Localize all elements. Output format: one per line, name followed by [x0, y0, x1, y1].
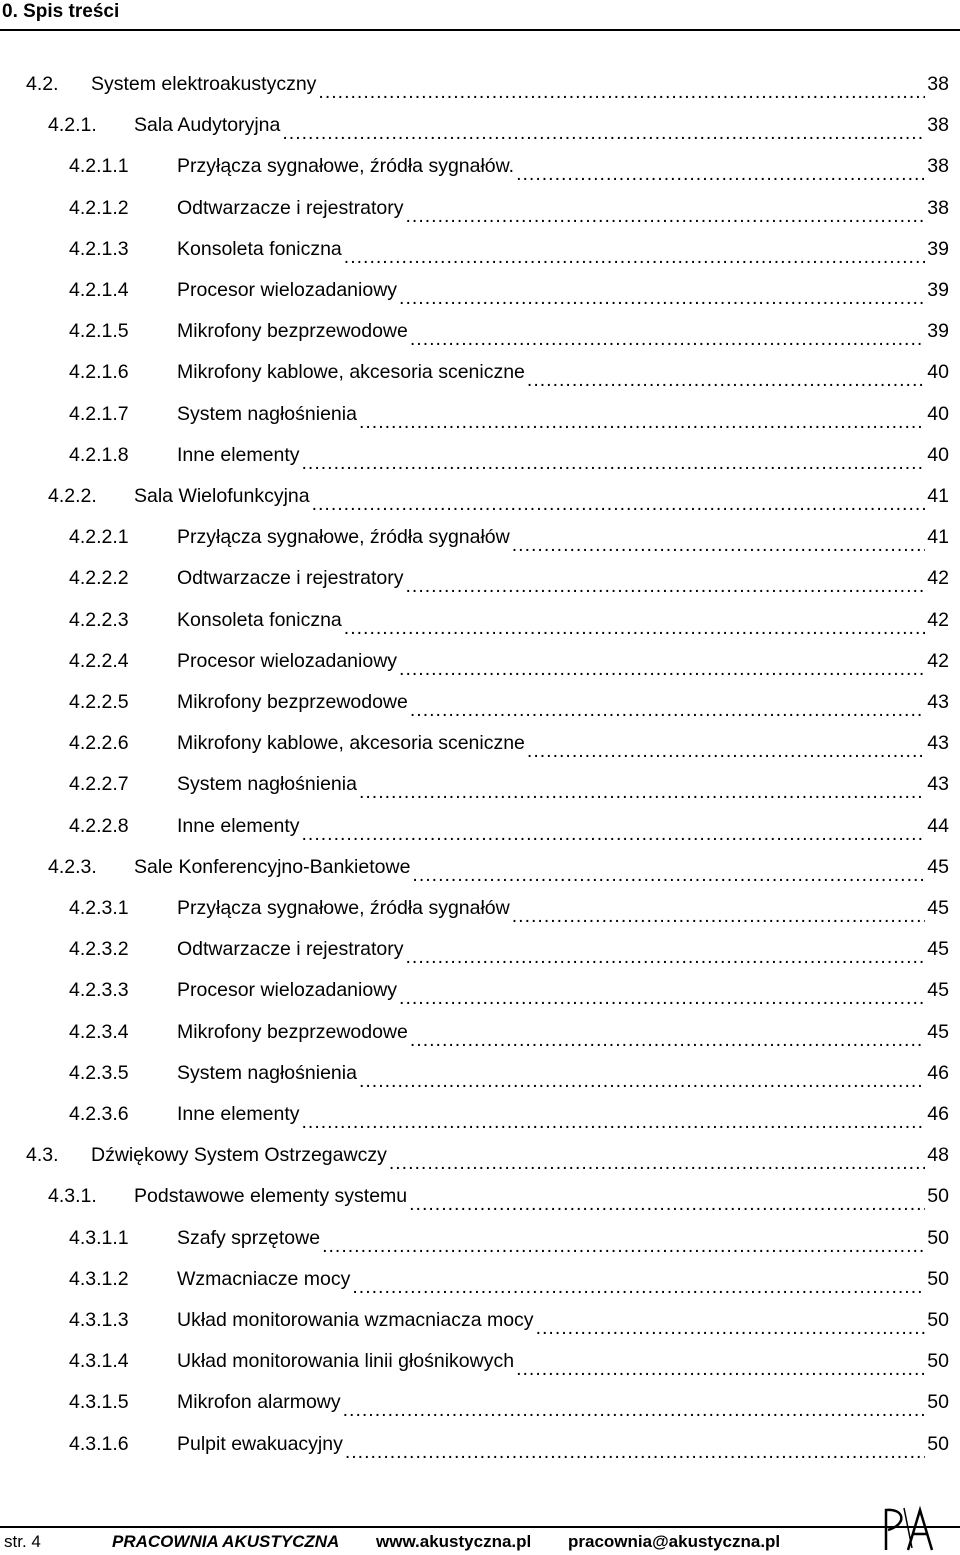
- toc-entry[interactable]: [69, 764, 949, 805]
- toc-entry-title: Konsoleta foniczna: [177, 608, 342, 631]
- toc-dot-leader: [410, 697, 925, 723]
- toc-entry-page: 40: [927, 443, 949, 466]
- toc-entry-title: Inne elementy: [177, 814, 300, 837]
- toc-entry-number: 4.2.: [26, 73, 59, 95]
- toc-dot-leader: [399, 285, 925, 311]
- toc-entry-page: 38: [927, 196, 949, 219]
- toc-entry[interactable]: [69, 1012, 949, 1053]
- toc-entry-number: 4.2.3.4: [69, 1020, 129, 1043]
- toc-entry-title: Odtwarzacze i rejestratory: [177, 938, 404, 961]
- toc-entry-page: 41: [927, 526, 949, 549]
- toc-entry-page: 50: [927, 1391, 949, 1414]
- toc-entry-number: 4.2.3.1: [69, 897, 129, 919]
- toc-entry-page: 38: [927, 114, 949, 137]
- toc-entry-number: 4.2.2.: [48, 485, 97, 507]
- toc-entry-page: 43: [927, 773, 949, 796]
- toc-dot-leader: [512, 903, 926, 929]
- toc-entry[interactable]: [69, 1053, 949, 1094]
- toc-entry-number: 4.3.1.5: [69, 1391, 129, 1414]
- toc-entry-page: 50: [927, 1350, 949, 1373]
- toc-entry-title: Mikrofony bezprzewodowe: [177, 320, 408, 343]
- toc-dot-leader: [512, 532, 926, 558]
- toc-entry[interactable]: [69, 517, 949, 558]
- footer-email-link[interactable]: pracownia@akustyczna.pl: [568, 1532, 781, 1551]
- toc-dot-leader: [343, 1397, 926, 1423]
- toc-entry-title: Mikrofon alarmowy: [177, 1391, 341, 1414]
- toc-entry-number: 4.2.1.7: [69, 402, 129, 425]
- toc-entry-number: 4.3.1.2: [69, 1267, 129, 1290]
- toc-entry-page: 38: [927, 155, 949, 178]
- toc-entry-title: Wzmacniacze mocy: [177, 1267, 351, 1290]
- toc-entry-page: 50: [927, 1432, 949, 1455]
- toc-entry-number: 4.2.1.5: [69, 320, 129, 343]
- toc-entry-page: 46: [927, 1103, 949, 1125]
- toc-entry-page: 50: [927, 1267, 949, 1290]
- toc-dot-leader: [322, 1233, 925, 1259]
- toc-entry-page: 42: [927, 567, 949, 590]
- toc-entry-title: Sale Konferencyjno-Bankietowe: [134, 855, 411, 878]
- toc-entry-page: 39: [927, 320, 949, 343]
- toc-entry-number: 4.3.1.3: [69, 1309, 129, 1331]
- toc-entry-number: 4.2.1.1: [69, 155, 129, 178]
- toc-entry-number: 4.3.1.6: [69, 1432, 129, 1455]
- toc-entry-number: 4.2.3.6: [69, 1103, 129, 1125]
- toc-entry-title: Mikrofony kablowe, akcesoria sceniczne: [177, 361, 525, 384]
- toc-entry-page: 50: [927, 1185, 949, 1208]
- toc-entry-page: 45: [927, 855, 949, 878]
- toc-entry[interactable]: [69, 394, 949, 435]
- footer-company-name: PRACOWNIA AKUSTYCZNA: [112, 1532, 340, 1551]
- toc-entry-title: System nagłośnienia: [177, 402, 357, 425]
- toc-dot-leader: [536, 1315, 926, 1341]
- toc-dot-leader: [527, 738, 925, 764]
- toc-dot-leader: [359, 779, 925, 805]
- toc-entry-number: 4.2.2.5: [69, 691, 129, 713]
- toc-entry-number: 4.2.2.2: [69, 567, 129, 590]
- toc-dot-leader: [282, 120, 925, 146]
- toc-entry[interactable]: [69, 352, 949, 393]
- toc-entry-number: 4.2.3.: [48, 855, 97, 878]
- toc-entry-title: Dźwiękowy System Ostrzegawczy: [91, 1144, 387, 1167]
- toc-dot-leader: [406, 203, 926, 229]
- toc-entry-number: 4.2.3.2: [69, 938, 129, 961]
- toc-entry-number: 4.2.1.4: [69, 279, 129, 301]
- toc-dot-leader: [344, 244, 926, 270]
- toc-entry[interactable]: [69, 435, 949, 476]
- toc-entry-title: Procesor wielozadaniowy: [177, 279, 398, 301]
- toc-entry-page: 45: [927, 938, 949, 961]
- toc-entry-number: 4.3.1.1: [69, 1226, 129, 1249]
- toc-entry-number: 4.2.2.3: [69, 608, 129, 631]
- toc-entry-title: System nagłośnienia: [177, 1061, 357, 1084]
- toc-entry-title: Inne elementy: [177, 1103, 300, 1125]
- toc-dot-leader: [359, 1068, 925, 1094]
- toc-dot-leader: [389, 1150, 925, 1176]
- toc-dot-leader: [516, 161, 925, 187]
- toc-entry-page: 40: [927, 361, 949, 384]
- toc-entry-number: 4.3.1.: [48, 1185, 97, 1208]
- toc-entry-number: 4.2.3.3: [69, 979, 129, 1002]
- toc-entry-page: 50: [927, 1226, 949, 1249]
- toc-entry[interactable]: [69, 806, 949, 847]
- toc-entry[interactable]: [69, 270, 949, 311]
- toc-entry-title: Układ monitorowania wzmacniacza mocy: [177, 1309, 534, 1331]
- toc-entry[interactable]: [48, 1176, 949, 1217]
- toc-entry[interactable]: [69, 929, 949, 970]
- company-logo: [878, 1502, 940, 1554]
- toc-entry-number: 4.2.2.6: [69, 732, 129, 755]
- toc-entry-title: Pulpit ewakuacyjny: [177, 1432, 343, 1455]
- toc-entry[interactable]: [69, 1300, 949, 1341]
- toc-entry-title: Przyłącza sygnałowe, źródła sygnałów: [177, 897, 510, 919]
- toc-entry-page: 48: [927, 1144, 949, 1167]
- toc-entry-number: 4.2.2.4: [69, 649, 129, 672]
- toc-entry[interactable]: [26, 1135, 949, 1176]
- toc-entry-number: 4.2.3.5: [69, 1061, 129, 1084]
- toc-entry-title: Inne elementy: [177, 443, 300, 466]
- toc-entry-number: 4.2.2.8: [69, 814, 129, 837]
- toc-entry-number: 4.2.1.3: [69, 237, 129, 260]
- toc-dot-leader: [318, 79, 925, 105]
- toc-entry-number: 4.2.1.: [48, 114, 97, 137]
- toc-entry-title: Odtwarzacze i rejestratory: [177, 567, 404, 590]
- toc-entry[interactable]: [69, 970, 949, 1011]
- toc-entry[interactable]: [48, 476, 949, 517]
- toc-entry[interactable]: [69, 1341, 949, 1382]
- toc-entry-title: Sala Wielofunkcyjna: [134, 485, 310, 507]
- toc-entry-title: Układ monitorowania linii głośnikowych: [177, 1350, 515, 1373]
- toc-entry-page: 41: [927, 485, 949, 507]
- toc-entry-number: 4.2.2.1: [69, 526, 129, 549]
- toc-entry-title: Mikrofony kablowe, akcesoria sceniczne: [177, 732, 525, 755]
- toc-entry-page: 46: [927, 1061, 949, 1084]
- toc-entry-page: 38: [927, 73, 949, 95]
- toc-entry-number: 4.2.2.7: [69, 773, 129, 796]
- toc-entry-page: 44: [927, 814, 949, 837]
- toc-entry-number: 4.3.1.4: [69, 1350, 129, 1373]
- toc-entry-title: Szafy sprzętowe: [177, 1226, 321, 1249]
- toc-dot-leader: [406, 944, 926, 970]
- toc-entry[interactable]: [69, 1424, 949, 1465]
- footer-website-link[interactable]: www.akustyczna.pl: [376, 1532, 532, 1551]
- toc-entry-number: 4.2.1.6: [69, 361, 129, 384]
- toc-entry-page: 39: [927, 237, 949, 260]
- toc-entry[interactable]: [48, 847, 949, 888]
- toc-dot-leader: [344, 615, 926, 641]
- toc-entry[interactable]: [69, 600, 949, 641]
- toc-entry[interactable]: [69, 558, 949, 599]
- toc-entry[interactable]: [69, 1218, 949, 1259]
- toc-entry-number: 4.3.: [26, 1144, 59, 1167]
- page-header-title: 0. Spis treści: [2, 1, 120, 22]
- toc-entry-title: Procesor wielozadaniowy: [177, 979, 398, 1002]
- toc-entry-page: 45: [927, 897, 949, 919]
- toc-entry-page: 42: [927, 608, 949, 631]
- toc-entry-page: 45: [927, 979, 949, 1002]
- toc-entry-page: 43: [927, 691, 949, 713]
- toc-entry[interactable]: [69, 682, 949, 723]
- toc-dot-leader: [410, 326, 925, 352]
- toc-entry-title: Konsoleta foniczna: [177, 237, 342, 260]
- toc-entry[interactable]: [69, 1382, 949, 1423]
- toc-entry-title: Mikrofony bezprzewodowe: [177, 1020, 408, 1043]
- toc-entry-page: 45: [927, 1020, 949, 1043]
- header-divider: [0, 29, 960, 31]
- toc-entry-title: Odtwarzacze i rejestratory: [177, 196, 404, 219]
- toc-entry[interactable]: [69, 1259, 949, 1300]
- toc-entry-page: 50: [927, 1309, 949, 1331]
- toc-entry[interactable]: [26, 64, 949, 105]
- toc-dot-leader: [412, 862, 925, 888]
- toc-dot-leader: [312, 491, 926, 517]
- toc-dot-leader: [409, 1191, 925, 1217]
- toc-entry[interactable]: [69, 188, 949, 229]
- toc-entry-title: System nagłośnienia: [177, 773, 357, 796]
- toc-dot-leader: [345, 1439, 925, 1465]
- toc-entry[interactable]: [69, 311, 949, 352]
- toc-dot-leader: [399, 985, 925, 1011]
- toc-dot-leader: [399, 656, 925, 682]
- toc-entry-title: Podstawowe elementy systemu: [134, 1185, 408, 1208]
- toc-entry-title: Przyłącza sygnałowe, źródła sygnałów: [177, 526, 510, 549]
- toc-entry-page: 43: [927, 732, 949, 755]
- toc-entry-title: Sala Audytoryjna: [134, 114, 281, 137]
- toc-entry-page: 40: [927, 402, 949, 425]
- toc-dot-leader: [410, 1027, 925, 1053]
- toc-entry[interactable]: [69, 146, 949, 187]
- toc-dot-leader: [359, 409, 925, 435]
- toc-entry-title: Przyłącza sygnałowe, źródła sygnałów.: [177, 155, 515, 178]
- toc-entry-number: 4.2.1.8: [69, 443, 129, 466]
- toc-entry-title: Procesor wielozadaniowy: [177, 649, 398, 672]
- toc-entry-title: System elektroakustyczny: [91, 73, 317, 95]
- toc-entry-page: 39: [927, 279, 949, 301]
- toc-entry-number: 4.2.1.2: [69, 196, 129, 219]
- toc-dot-leader: [302, 450, 926, 476]
- toc-dot-leader: [302, 1109, 926, 1135]
- toc-dot-leader: [406, 573, 926, 599]
- toc-dot-leader: [527, 367, 925, 393]
- toc-entry[interactable]: [69, 888, 949, 929]
- toc-entry[interactable]: [69, 641, 949, 682]
- footer-divider: [0, 1526, 960, 1528]
- footer-page-number: str. 4: [4, 1532, 41, 1551]
- toc-entry-title: Mikrofony bezprzewodowe: [177, 691, 408, 713]
- toc-entry[interactable]: [69, 1094, 949, 1135]
- toc-entry[interactable]: [69, 723, 949, 764]
- toc-entry[interactable]: [69, 229, 949, 270]
- toc-entry-page: 42: [927, 649, 949, 672]
- toc-dot-leader: [516, 1356, 925, 1382]
- toc-dot-leader: [352, 1274, 925, 1300]
- toc-dot-leader: [302, 821, 926, 847]
- toc-entry[interactable]: [48, 105, 949, 146]
